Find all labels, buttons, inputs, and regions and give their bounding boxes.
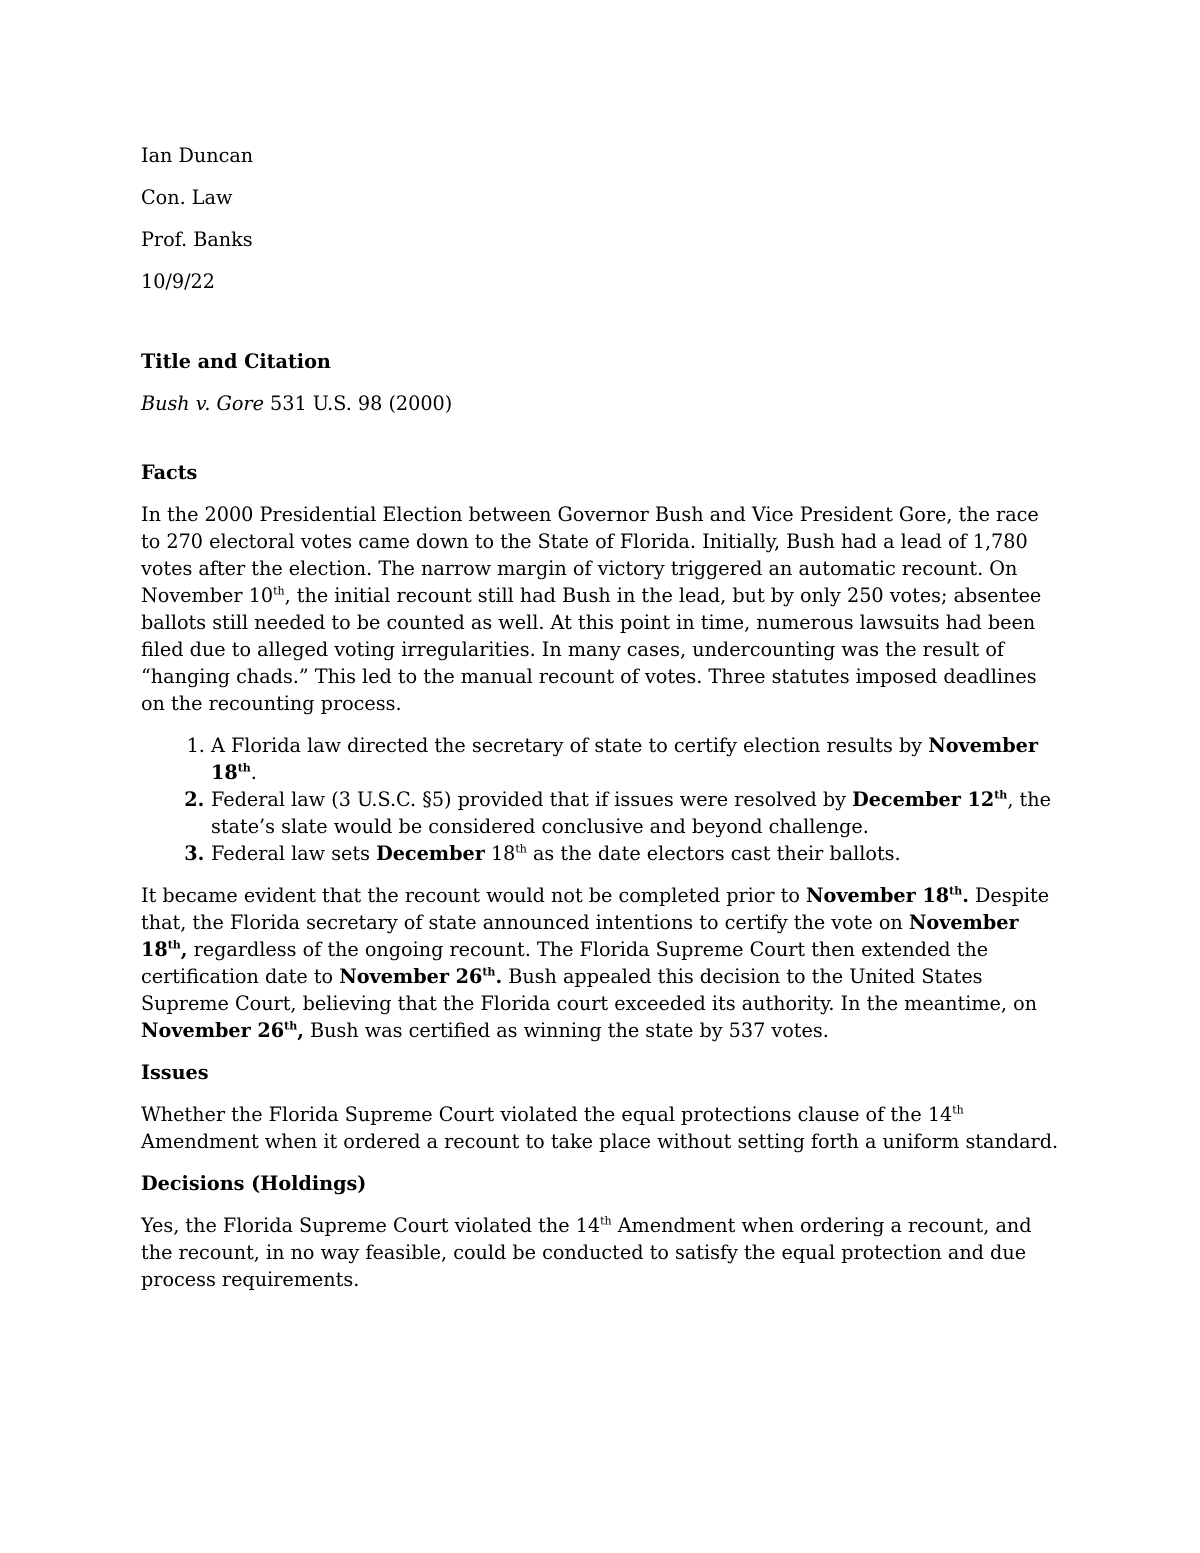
facts-text: , the initial recount still had Bush in the lead, but by only 250 votes; absentee ballots still needed to be counted as well. At this point in time, numerous lawsuits had been filed due to alleged voting irregularities. In many cases, undercounting was the result of “hanging chads.” This led to the manual recount of votes. Three statutes imposed deadlines on the recounting process. [141,584,1042,715]
superscript: th [515,842,527,856]
title-citation-heading: Title and Citation [141,350,331,373]
superscript: th [482,965,496,979]
deadline-list [141,732,1061,867]
list-item-text: Federal law (3 U.S.C. §5) provided that if issues were resolved by [211,788,853,811]
punctuation: , [180,938,188,961]
list-item-text: Federal law sets [211,842,377,865]
superscript: th [237,761,251,775]
professor-name: Prof. Banks [141,228,253,251]
case-name: Bush v. Gore [141,392,264,415]
superscript: th [273,584,285,598]
issues-paragraph [141,1101,1061,1155]
decisions-heading: Decisions (Holdings) [141,1172,367,1195]
facts-text: Bush was certified as winning the state by 537 votes. [303,1019,829,1042]
superscript: th [994,788,1008,802]
superscript: th [284,1019,298,1033]
superscript: th [167,938,181,952]
issues-text: Whether the Florida Supreme Court violated the equal protections clause of the 14 [141,1103,953,1126]
issues-heading: Issues [141,1061,209,1084]
facts-text: In the 2000 Presidential Election between Governor Bush and Vice President Gore, the race to 270 electoral votes came down to the State of Florida. Initially, Bush had a lead of 1,780 votes after the election. The narrow margin of victory triggered an automatic recount. On November 10 [141,503,1039,607]
list-item-text: , the state’s slate would be considered conclusive and beyond challenge. [211,788,1051,838]
decisions-text: Yes, the Florida Supreme Court violated the 14 [141,1214,601,1237]
spacer [141,432,1061,459]
facts-text: It became evident that the recount would not be completed prior to [141,884,806,907]
list-item [211,786,1061,840]
facts-text: Bush appealed this decision to the United States Supreme Court, believing that the Florida court exceeded its authority. In the meantime, on [141,965,1038,1015]
list-item-text: as the date electors cast their ballots. [526,842,901,865]
facts-heading: Facts [141,461,198,484]
facts-text: Despite that, the Florida secretary of state announced intentions to certify the vote on [141,884,1050,934]
list-item [211,732,1061,786]
document-date: 10/9/22 [141,270,215,293]
facts-paragraph-1 [141,501,1061,717]
course-name: Con. Law [141,186,233,209]
facts-paragraph-2 [141,882,1061,1044]
punctuation: , [297,1019,304,1042]
bold-date: November 26 [339,965,483,988]
punctuation: . [495,965,503,988]
bold-date: December [376,842,485,865]
facts-text: regardless of the ongoing recount. The Florida Supreme Court then extended the certification date to [141,938,989,988]
citation-text: 531 U.S. 98 (2000) [263,392,453,415]
superscript: th [949,884,963,898]
list-item [211,840,1061,867]
bold-date: November 18 [211,734,1038,784]
superscript: th [600,1214,612,1228]
decisions-text: Amendment when ordering a recount, and the recount, in no way feasible, could be conducted to satisfy the equal protection and due process requirements. [141,1214,1032,1291]
list-item-text: . [250,761,257,784]
punctuation: . [962,884,969,907]
document-content [141,142,1061,1308]
list-item-text: A Florida law directed the secretary of state to certify election results by [211,734,929,757]
bold-date: November 26 [141,1019,285,1042]
case-citation [141,390,1061,417]
decisions-paragraph [141,1212,1061,1293]
issues-text: Amendment when it ordered a recount to take place without setting forth a uniform standard. [141,1130,1059,1153]
bold-date: November 18 [806,884,950,907]
bold-date: December 12 [852,788,995,811]
author-name: Ian Duncan [141,144,254,167]
spacer [141,310,1061,348]
superscript: th [952,1103,964,1117]
bold-date: November 18 [141,911,1019,961]
list-item-text: 18 [484,842,516,865]
